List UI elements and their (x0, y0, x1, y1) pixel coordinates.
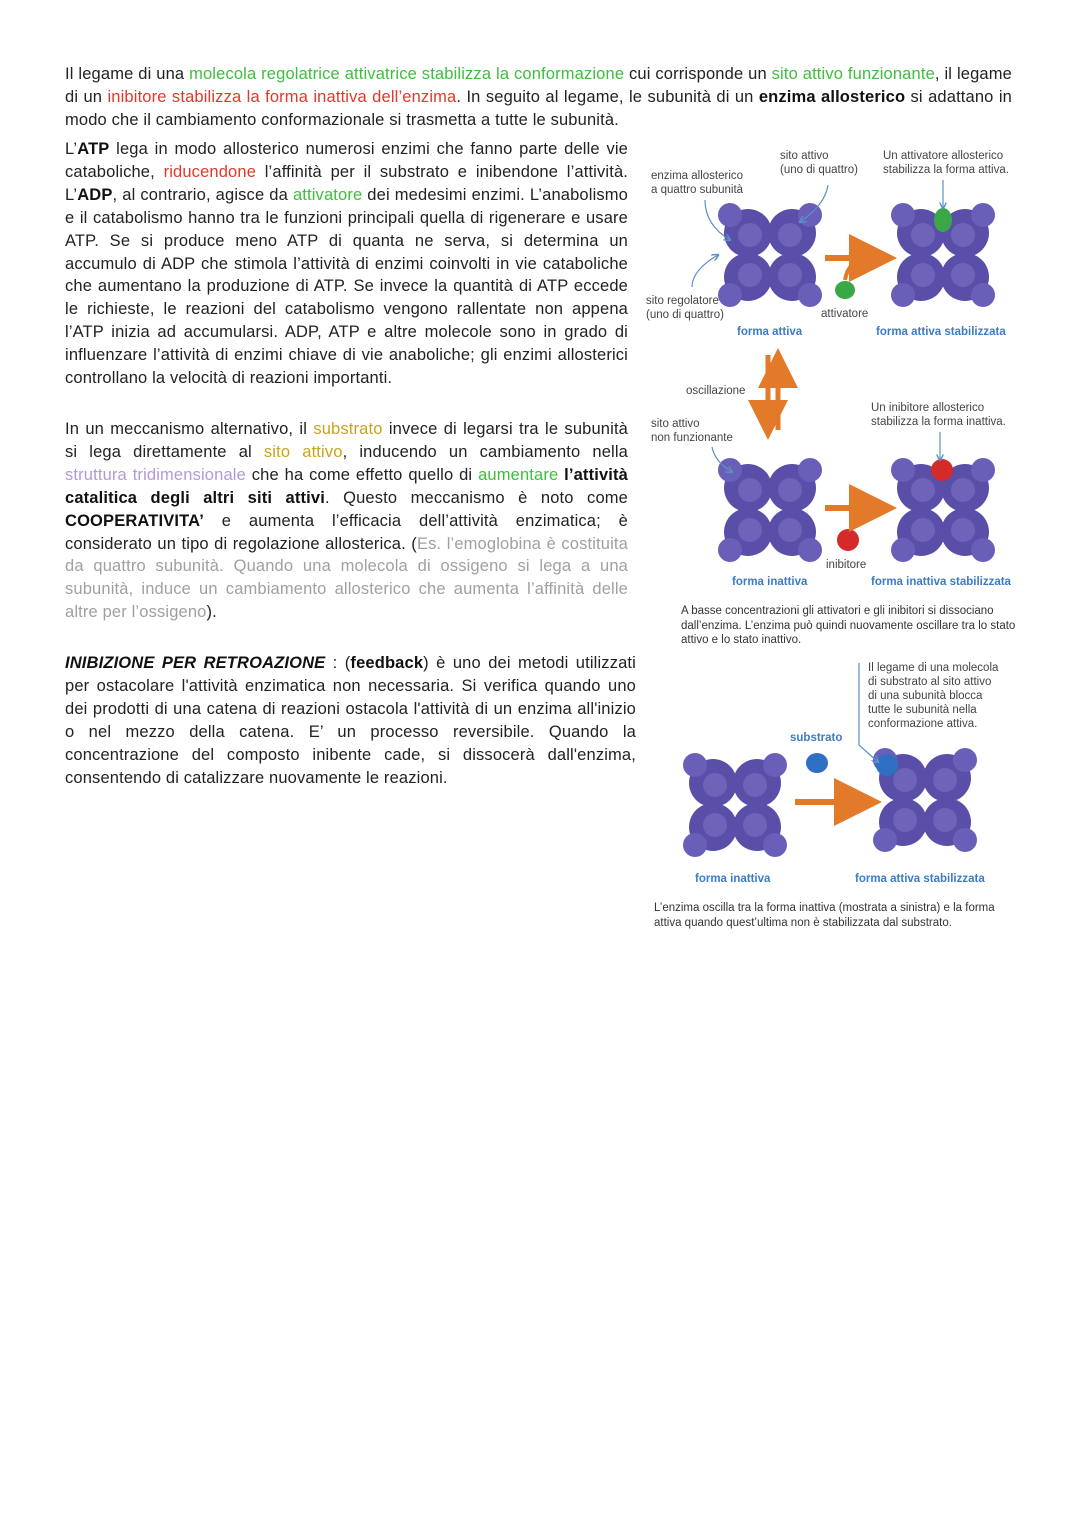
text-segment: lega in modo allosterico numerosi enzimi che fanno parte delle vie cataboliche, (65, 140, 628, 181)
substrate-bound (876, 754, 898, 776)
title-inactive-form-bottom: forma inattiva (695, 873, 771, 885)
highlighted-text: molecola regolatrice attivatrice stabilizza la conformazione (189, 65, 625, 83)
label-inhibitor-note: Un inibitore allosterico stabilizza la forma inattiva. (871, 402, 1006, 428)
activator-bound (934, 208, 952, 232)
highlighted-text: enzima allosterico (758, 87, 906, 106)
highlighted-text: l’attività catalitica degli altri siti attivi (65, 465, 628, 507)
highlighted-text: sito attivo (263, 442, 343, 461)
text-segment: l’affinità per il substrato e inibendone l’attività. L’ (65, 162, 629, 204)
text-segment: ) è uno dei metodi utilizzati per ostacolare l'attività enzimatica non necessaria. Si verifica quando uno dei prodotti di una catena di reazioni ostacola l'attività di un enzima all'inizio o nel mezzo della catena. E’ un processo reversibile. Quando la concentrazione del composto inibente cade, si dissocerà dall'enzima, consentendo di catalizzare nuovamente le reazioni. (65, 654, 636, 787)
label-inhibitor: inibitore (826, 559, 867, 571)
title-active-stabilized: forma attiva stabilizzata (876, 326, 1006, 338)
highlighted-text: COOPERATIVITA’ (65, 511, 204, 530)
text-segment: . In seguito al legame, le subunità di un (456, 87, 759, 106)
highlighted-text: ADP (77, 185, 113, 204)
highlighted-text: substrato (313, 420, 383, 438)
title-inactive-form: forma inattiva (732, 576, 808, 588)
label-inactive-site: sito attivo non funzionante (651, 418, 733, 444)
text-segment: invece di legarsi tra le subunità si lega direttamente al (65, 420, 629, 461)
highlighted-text: INIBIZIONE PER RETROAZIONE (65, 654, 326, 672)
text-segment: In un meccanismo alternativo, il (65, 420, 314, 438)
text-segment: L’ (65, 140, 78, 158)
enzyme-inactive (718, 458, 822, 562)
text-segment: cui corrisponde un (624, 65, 772, 83)
highlighted-text: Es. l’emoglobina è costituita da quattro subunità. Quando una molecola di ossigeno si lega a una subunità, induce un cambiamento allosterico che aumenta l’affinità delle altre per l’ossigeno (65, 534, 628, 622)
caption-bottom: L’enzima oscilla tra la forma inattiva (mostrata a sinistra) e la forma attiva quando quest’ultima non è stabilizzata dal substrato. (654, 902, 995, 929)
text-segment: e aumenta l’efficacia dell’attività enzimatica; è considerato un tipo di regolazione allosterica. ( (65, 511, 628, 553)
title-active-stabilized-bottom: forma attiva stabilizzata (855, 873, 985, 885)
enzyme-inactive-substrate (683, 753, 787, 857)
enzyme-active (718, 203, 822, 307)
title-active-form: forma attiva (737, 326, 803, 338)
highlighted-text: ATP (77, 140, 110, 158)
caption-middle: A basse concentrazioni gli attivatori e gli inibitori si dissociano dall’enzima. L’enzima può quindi nuovamente oscillare tra lo stato attivo e lo stato inattivo. (681, 605, 1016, 646)
label-substrate: substrato (790, 732, 843, 744)
activator-molecule (835, 281, 855, 299)
text-segment: , al contrario, agisce da (112, 185, 293, 204)
text-segment: Il legame di una (65, 65, 190, 83)
label-activator: attivatore (821, 308, 869, 320)
substrate-molecule (806, 753, 828, 773)
highlighted-text: aumentare (478, 465, 559, 484)
text-segment: che ha come effetto quello di (245, 465, 479, 484)
text-segment: ). (206, 603, 217, 622)
title-inactive-stabilized: forma inattiva stabilizzata (871, 576, 1011, 588)
highlighted-text: feedback (350, 654, 424, 672)
highlighted-text: inibitore stabilizza la forma inattiva dell’enzima (107, 87, 457, 106)
text-segment: : ( (325, 654, 351, 672)
text-segment: , inducendo un cambiamento nella (342, 442, 628, 461)
text-segment: dei medesimi enzimi. L’anabolismo e il catabolismo hanno tra le funzioni principali quella di rigenerare e usare ATP. Se si produce meno ATP di quanta ne serva, si determina un accumulo di ADP che stimola l’attività di enzimi coinvolti in vie cataboliche che aumentano la produzione di ATP. Se invece la quantità di ATP eccede le richieste, le reazioni del catabolismo vengono rallentate non appena l’ATP inizia ad accumularsi. ADP, ATP e altre molecole sono in grado di influenzare l’attività di enzimi chiave di vie anaboliche; gli enzimi allosterici controllano la velocità di reazioni importanti. (65, 185, 629, 388)
label-oscillation: oscillazione (686, 385, 746, 397)
text-segment: . Questo meccanismo è noto come (324, 488, 628, 507)
inhibitor-molecule (837, 529, 859, 551)
text-segment: si adattano in modo che il cambiamento conformazionale si trasmetta a tutte le subunità. (65, 87, 1012, 129)
label-active-site: sito attivo (uno di quattro) (780, 150, 858, 176)
label-regulatory-site: sito regolatore (uno di quattro) (646, 295, 724, 321)
highlighted-text: riducendone (163, 162, 257, 181)
label-enzyme: enzima allosterico a quattro subunità (651, 170, 744, 196)
label-substrate-note: Il legame di una molecola di substrato al sito attivo di una subunità blocca tutte le subunità nella conformazione attiva. (868, 662, 999, 730)
text-segment: , il legame di un (65, 65, 1012, 106)
highlighted-text: attivatore (292, 185, 363, 204)
inhibitor-bound (931, 459, 953, 481)
highlighted-text: sito attivo funzionante (771, 65, 935, 83)
label-activator-note: Un attivatore allosterico stabilizza la forma attiva. (883, 150, 1009, 176)
highlighted-text: struttura tridimensionale (65, 465, 246, 484)
